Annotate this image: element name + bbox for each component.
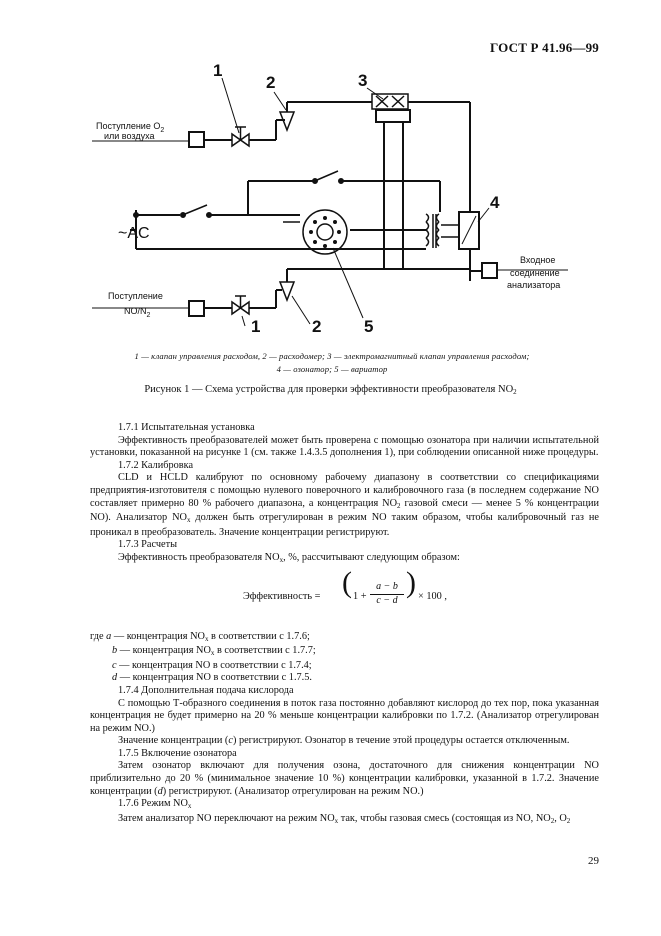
outlet-label-line3: анализатора [507,280,561,290]
where-c: c — концентрация NO в соответствии с 1.7.4; [112,659,312,671]
section-1-7-1-text: Эффективность преобразователей может быть проверена с помощью озонатора при наличии испытательной установки, показанной на рисунке 1 (см. также 1.4.3.5 дополнения 1), при соблюдении описанной ниже процедуры. [90,434,599,459]
section-1-7-4-title: 1.7.4 Дополнительная подача кислорода [118,684,294,696]
formula-numerator: a − b [370,581,404,596]
label-flowmeter-2-top: 2 [266,73,276,92]
body-text [90,422,599,827]
bottom-gas-line [92,249,568,316]
label-variator-5: 5 [364,317,374,336]
label-valve-1-bottom: 1 [251,317,261,336]
formula-one-plus: 1 + [353,590,367,602]
inlet-top-label-line1: Поступление $O_2$ [96,121,165,134]
ac-source-label: ~AC [118,225,150,242]
leader-lines [222,78,489,326]
section-1-7-2-text: CLD и HCLD калибруют по основному рабочему диапазону в соответствии со спецификациями предприятия-изготовителя с помощью нулевого поверочного и калибровочного газа (в последнем содержание NO составляет примерно 80 % рабочего диапазона, а концентрация $NO_2$ газовой смеси — менее 5 % концентрации NO). Анализатор $NO_x$ должен быть отрегулирован в режим NO таким образом, чтобы калибровочный газ не проникал в преобразователь. Значение концентрации регистрируют. [90,472,600,538]
outlet-label-line2: соединение [510,268,560,278]
section-1-7-6-title: 1.7.6 Режим $NO_x$ [118,798,192,811]
bottom-flowmeter-icon [280,282,294,300]
formula-lhs: Эффективность = [243,590,321,602]
section-1-7-1-title: 1.7.1 Испытательная установка [118,422,255,433]
section-1-7-5-title: 1.7.5 Включение озонатора [118,747,237,759]
outlet-label-line1: Входное [520,255,556,265]
section-1-7-4-text: С помощью Т-образного соединения в поток газа постоянно добавляют кислород до тех пор, пока указанная концентрация не будет примерно на 20 % меньше концентрации калибровки по 1.7.2. (Анализатор отрегулирован на режим NO.) [90,697,599,734]
inlet-bottom-label-line2: $NO/N_2$ [124,306,151,319]
ozonator-housing-icon [376,110,410,122]
where-d: d — концентрация NO в соответствии с 1.7.5. [112,672,312,684]
section-1-7-2-title: 1.7.2 Калибровка [118,459,194,471]
inlet-bottom-label-line1: Поступление [108,291,163,301]
transformer-icon [426,214,429,246]
document-header: ГОСТ Р 41.96—99 [490,40,599,55]
label-valve-1-top: 1 [213,61,223,80]
legend-line-1: 1 — клапан управления расходом, 2 — расходомер; 3 — электромагнитный клапан управления расходом; [134,351,530,361]
converter-test-scheme-diagram [0,55,661,345]
electrical-circuit [130,171,479,254]
section-1-7-5-text: Затем озонатор включают для получения озона, достаточного для снижения концентрации NO приблизительно до 20 % (минимальное значение 10 %) концентрации калибровки, указанной в 1.7.2. Значение концентрации (d) регистрируют. (Анализатор отрегулирован на режим NO.) [90,760,599,797]
top-inlet-connector-icon [189,132,204,147]
figure-legend [92,350,572,376]
where-a: где a — концентрация $NO_x$ в соответствии с 1.7.6; [90,630,310,643]
analyzer-inlet-connector-icon [482,263,497,278]
section-1-7-6-text: Затем анализатор NO переключают на режим $NO_x$ так, чтобы газовая смесь (состоящая из NO, $NO_2$, $O_2$ [118,812,571,825]
label-solenoid-3: 3 [358,71,368,90]
legend-line-2: 4 — озонатор; 5 — вариатор [276,364,388,374]
bottom-inlet-connector-icon [189,301,204,316]
solenoid-valve-icon [372,94,408,109]
formula-close-paren: ) [406,565,416,599]
efficiency-formula [90,565,599,615]
section-1-7-3-title: 1.7.3 Расчеты [118,539,177,551]
figure-caption: Рисунок 1 — Схема устройства для проверки эффективности преобразователя $NO_2$ [144,384,517,396]
formula-rest: × 100 , [418,590,447,602]
formula-open-paren: ( [342,565,352,599]
page-number: 29 [588,855,599,867]
where-b: b — концентрация $NO_x$ в соответствии с 1.7.7; [112,645,316,658]
formula-denominator: c − d [376,595,398,607]
inlet-top-label-line2: или воздуха [104,131,155,141]
label-flowmeter-2-bottom: 2 [312,317,322,336]
section-1-7-3-text: Эффективность преобразователя $NO_x$, %, рассчитывают следующим образом: [118,551,460,564]
label-ozonator-4: 4 [490,193,500,212]
formula-fraction [370,581,404,608]
section-1-7-4-text-2: Значение концентрации (c) регистрируют. Озонатор в течение этой процедуры остается отключенным. [118,735,570,747]
